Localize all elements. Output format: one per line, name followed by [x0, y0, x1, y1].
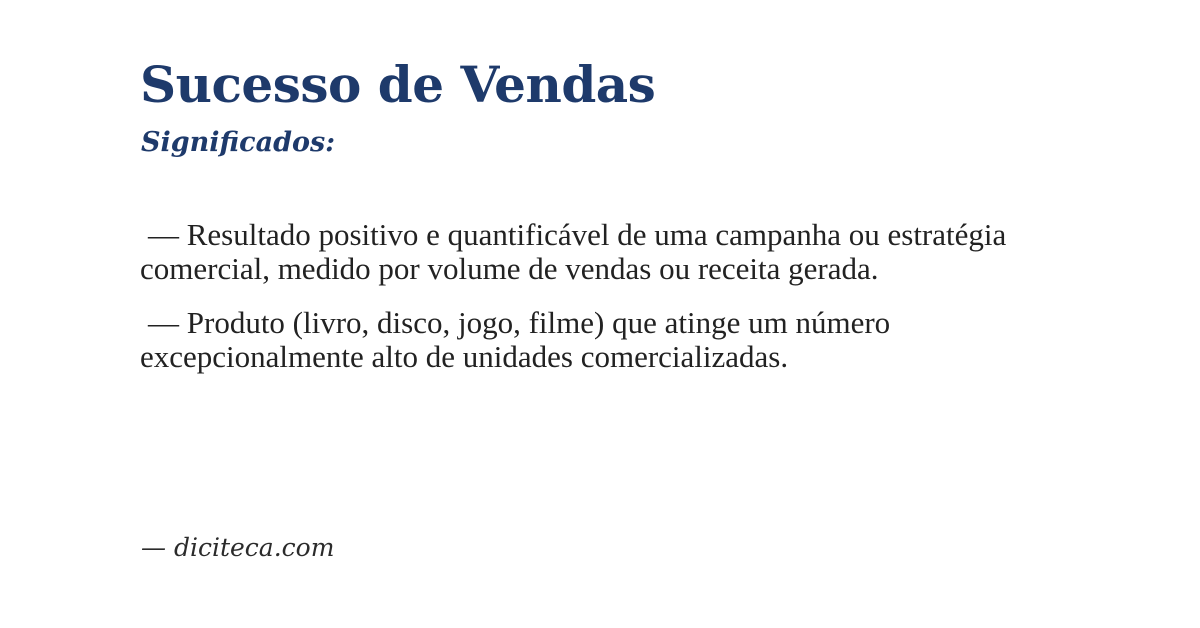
definition-item-1: — Resultado positivo e quantificável de uma campanha ou estratégia comercial, medido por volume de vendas ou receita gerada. [140, 217, 1007, 286]
meanings-subtitle: Significados: [141, 127, 336, 158]
source-attribution: — diciteca.com [141, 533, 335, 562]
page-title: Sucesso de Vendas [140, 55, 656, 114]
definitions-list [140, 218, 1080, 394]
definition-item-2: — Produto (livro, disco, jogo, filme) que atinge um número excepcionalmente alto de unidades comercializadas. [140, 305, 891, 374]
